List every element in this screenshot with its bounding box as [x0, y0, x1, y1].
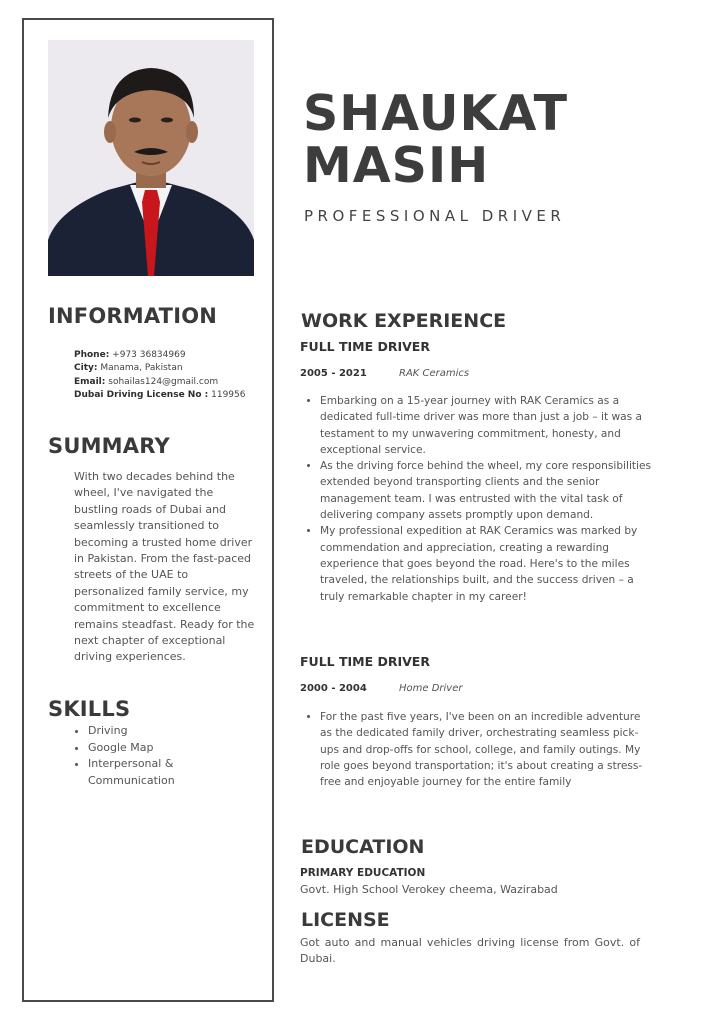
city-value: Manama, Pakistan [100, 363, 183, 374]
job-dates [300, 368, 469, 379]
summary-text: With two decades behind the wheel, I've navigated the bustling roads of Dubai and seamlessly transitioned to becoming a trusted home driver in Pakistan. From the fast-paced streets of the UAE to personalized family service, my commitment to excellence remains steadfast. Ready for the next chapter of exceptional driving experiences. [74, 470, 255, 664]
work-experience-heading: WORK EXPERIENCE [301, 310, 507, 332]
job-dates [300, 683, 462, 694]
education-school: Govt. High School Verokey cheema, Wazirabad [300, 883, 558, 896]
phone-label: Phone: [74, 350, 110, 360]
job-bullet: • For the past five years, I've been on an incredible adventure as the dedicated family driver, orchestrating seamless pick-ups and drop-offs for school, college, and family outings. My role goes beyond transportation; it's about creating a stress-free and enjoyable journey for the entire family [320, 709, 655, 790]
city-label: City: [74, 363, 98, 374]
job-title: FULL TIME DRIVER [300, 654, 430, 669]
city-line [74, 362, 245, 375]
email-line [74, 376, 245, 389]
license-value: 119956 [211, 390, 246, 401]
job-bullets [305, 709, 655, 790]
skill-item: • Driving [88, 723, 258, 740]
portrait-illustration [48, 40, 254, 276]
license-text: Got auto and manual vehicles driving license from Govt. of Dubai. [300, 936, 640, 965]
skill-item: • Google Map [88, 740, 258, 757]
information-heading: INFORMATION [48, 304, 218, 328]
license-line [74, 389, 245, 402]
skill-item: • Interpersonal & Communication [88, 756, 258, 789]
education-level: PRIMARY EDUCATION [300, 867, 426, 879]
job-bullet: • Embarking on a 15-year journey with RAK Ceramics as a dedicated full-time driver was more than just a job – it was a testament to my unwavering commitment, honesty, and exceptional service. [320, 393, 655, 458]
phone-value: +973 36834969 [112, 350, 186, 360]
job-years: 2005 - 2021 [300, 368, 367, 379]
skills-list [74, 723, 258, 789]
job-title: FULL TIME DRIVER [300, 339, 430, 354]
job-bullet: • My professional expedition at RAK Ceramics was marked by commendation and appreciation, creating a rewarding experience that goes beyond the road. Here's to the miles traveled, the relationships built, and the success driven – a truly remarkable chapter in my career! [320, 523, 655, 604]
education-heading: EDUCATION [301, 836, 425, 858]
job-bullets [305, 393, 655, 605]
email-label: Email: [74, 376, 106, 387]
phone-line [74, 349, 245, 362]
license-heading: LICENSE [301, 909, 390, 931]
job-years: 2000 - 2004 [300, 683, 367, 694]
candidate-name [303, 85, 569, 194]
job-bullet: • As the driving force behind the wheel, my core responsibilities extended beyond transporting clients and the senior management team. I was entrusted with the vital task of delivering company assets promptly upon demand. [320, 458, 655, 523]
name-line-2: MASIH [303, 137, 490, 194]
license-label: Dubai Driving License No : [74, 390, 209, 401]
job-company: RAK Ceramics [399, 368, 470, 379]
skills-heading: SKILLS [48, 697, 131, 721]
summary-heading: SUMMARY [48, 434, 170, 458]
name-line-1: SHAUKAT [303, 85, 569, 142]
job-company: Home Driver [399, 683, 463, 694]
job-role: PROFESSIONAL DRIVER [304, 207, 566, 225]
contact-info [74, 349, 245, 403]
profile-photo [48, 40, 254, 276]
email-value: sohailas124@gmail.com [108, 376, 219, 387]
